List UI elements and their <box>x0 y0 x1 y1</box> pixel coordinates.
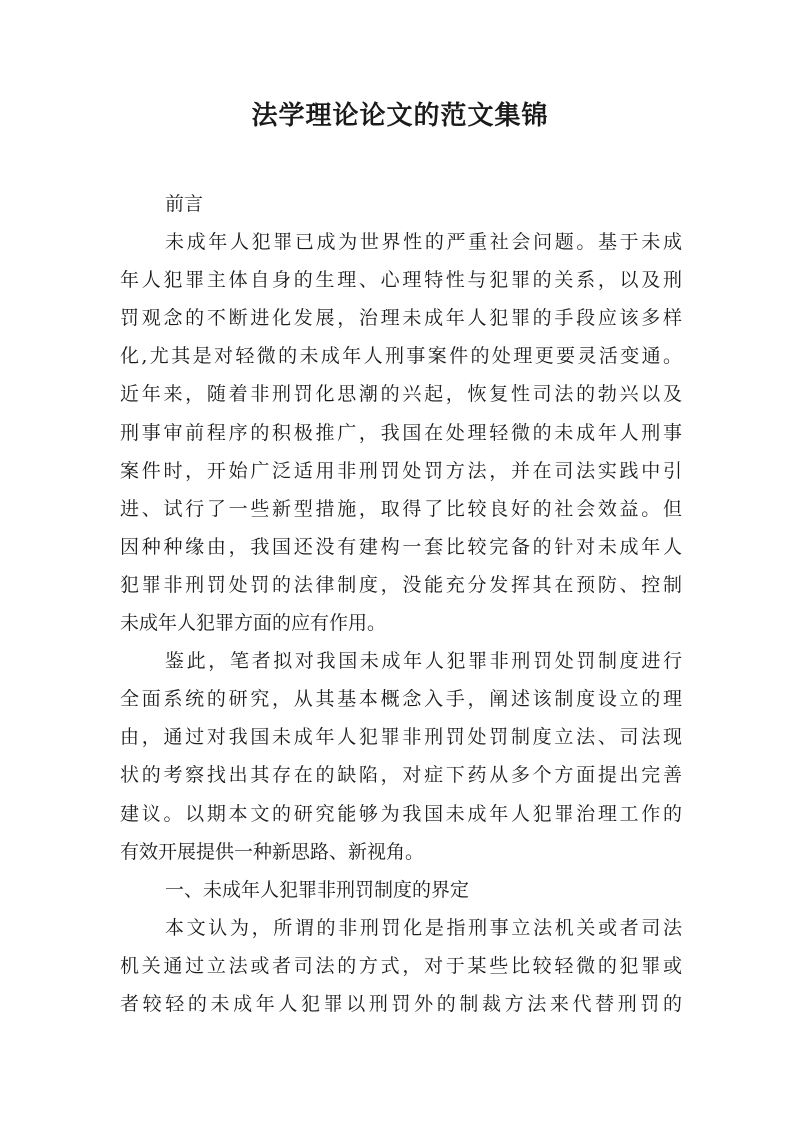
paragraph-line: 化,尤其是对轻微的未成年人刑事案件的处理更要灵活变通。 <box>120 345 682 368</box>
paragraph-line: 年人犯罪主体自身的生理、心理特性与犯罪的关系，以及刑 <box>120 269 682 292</box>
section-heading-preface: 前言 <box>165 193 204 215</box>
paragraph-line: 进、试行了一些新型措施，取得了比较良好的社会效益。但 <box>120 497 682 520</box>
paragraph-line: 状的考察找出其存在的缺陷，对症下药从多个方面提出完善 <box>120 764 682 787</box>
document-title: 法学理论论文的范文集锦 <box>251 101 549 131</box>
paragraph-line: 未成年人犯罪方面的应有作用。 <box>120 612 387 635</box>
paragraph-line: 未成年人犯罪已成为世界性的严重社会问题。基于未成 <box>165 231 682 254</box>
paragraph-line: 者较轻的未成年人犯罪以刑罚外的制裁方法来代替刑罚的 <box>120 992 682 1015</box>
paragraph-line: 近年来，随着非刑罚化思潮的兴起，恢复性司法的勃兴以及 <box>120 383 682 406</box>
paragraph-line: 罚观念的不断进化发展，治理未成年人犯罪的手段应该多样 <box>120 307 682 330</box>
document-body <box>120 185 682 1023</box>
paragraph-line: 刑事审前程序的积极推广，我国在处理轻微的未成年人刑事 <box>120 421 682 444</box>
paragraph-line: 鉴此，笔者拟对我国未成年人犯罪非刑罚处罚制度进行 <box>165 650 682 673</box>
paragraph-line: 全面系统的研究，从其基本概念入手，阐述该制度设立的理 <box>120 688 682 711</box>
paragraph-line: 因种种缘由，我国还没有建构一套比较完备的针对未成年人 <box>120 535 682 558</box>
paragraph-line: 由，通过对我国未成年人犯罪非刑罚处罚制度立法、司法现 <box>120 726 682 749</box>
paragraph-line: 本文认为，所谓的非刑罚化是指刑事立法机关或者司法 <box>165 916 682 939</box>
paragraph-line: 犯罪非刑罚处罚的法律制度，没能充分发挥其在预防、控制 <box>120 573 682 596</box>
paragraph-line: 案件时，开始广泛适用非刑罚处罚方法，并在司法实践中引 <box>120 459 682 482</box>
paragraph-line: 机关通过立法或者司法的方式，对于某些比较轻微的犯罪或 <box>120 954 682 977</box>
paragraph-line: 建议。以期本文的研究能够为我国未成年人犯罪治理工作的 <box>120 802 682 825</box>
paragraph-line: 有效开展提供一种新思路、新视角。 <box>120 840 425 863</box>
section-heading: 一、未成年人犯罪非刑罚制度的界定 <box>165 878 470 901</box>
